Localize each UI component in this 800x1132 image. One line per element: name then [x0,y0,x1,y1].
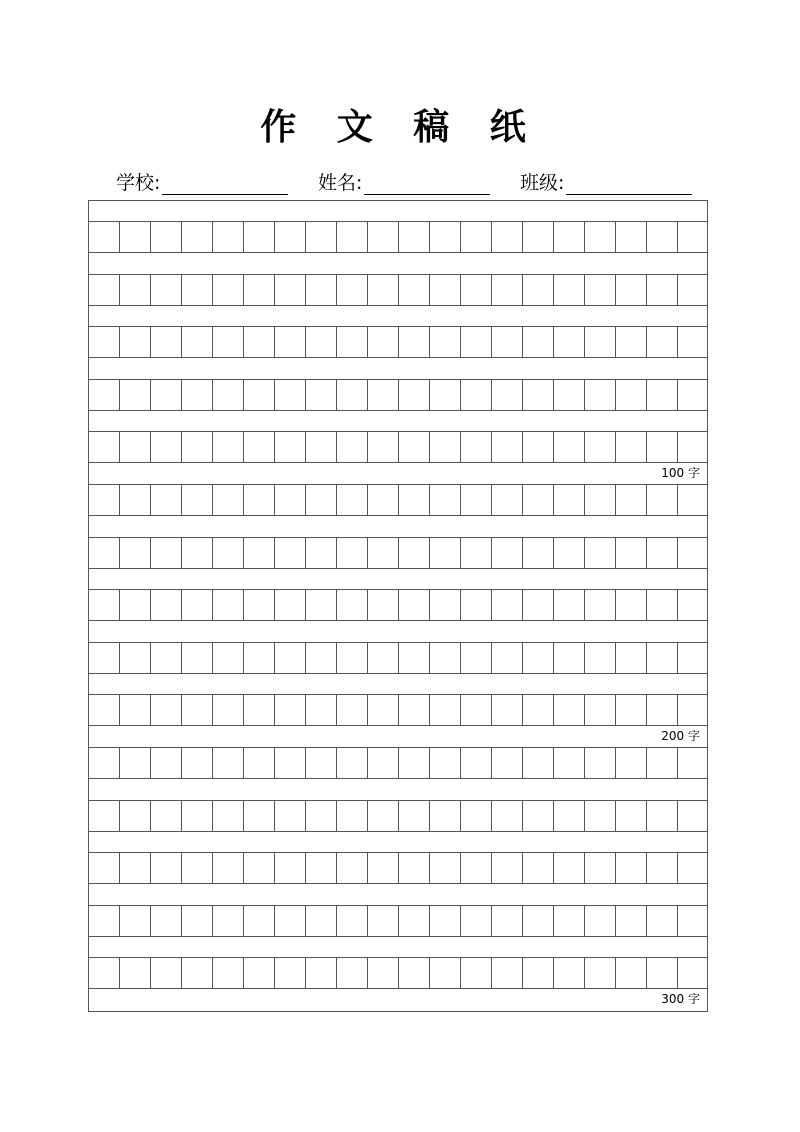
class-field [520,167,692,195]
page-title: 作 文 稿 纸 [260,107,540,148]
school-input-line[interactable] [162,172,288,195]
word-count-label: 100 字 [661,466,700,480]
name-input-line[interactable] [364,172,490,195]
word-count-label: 300 字 [661,992,700,1006]
school-label: 学校: [116,172,161,194]
school-field [116,167,288,195]
writing-grid [88,200,708,1012]
word-count-label: 200 字 [661,729,700,743]
name-field [318,167,490,195]
student-info-row [0,167,800,197]
class-label: 班级: [520,172,565,194]
class-input-line[interactable] [566,172,692,195]
name-label: 姓名: [318,172,363,194]
